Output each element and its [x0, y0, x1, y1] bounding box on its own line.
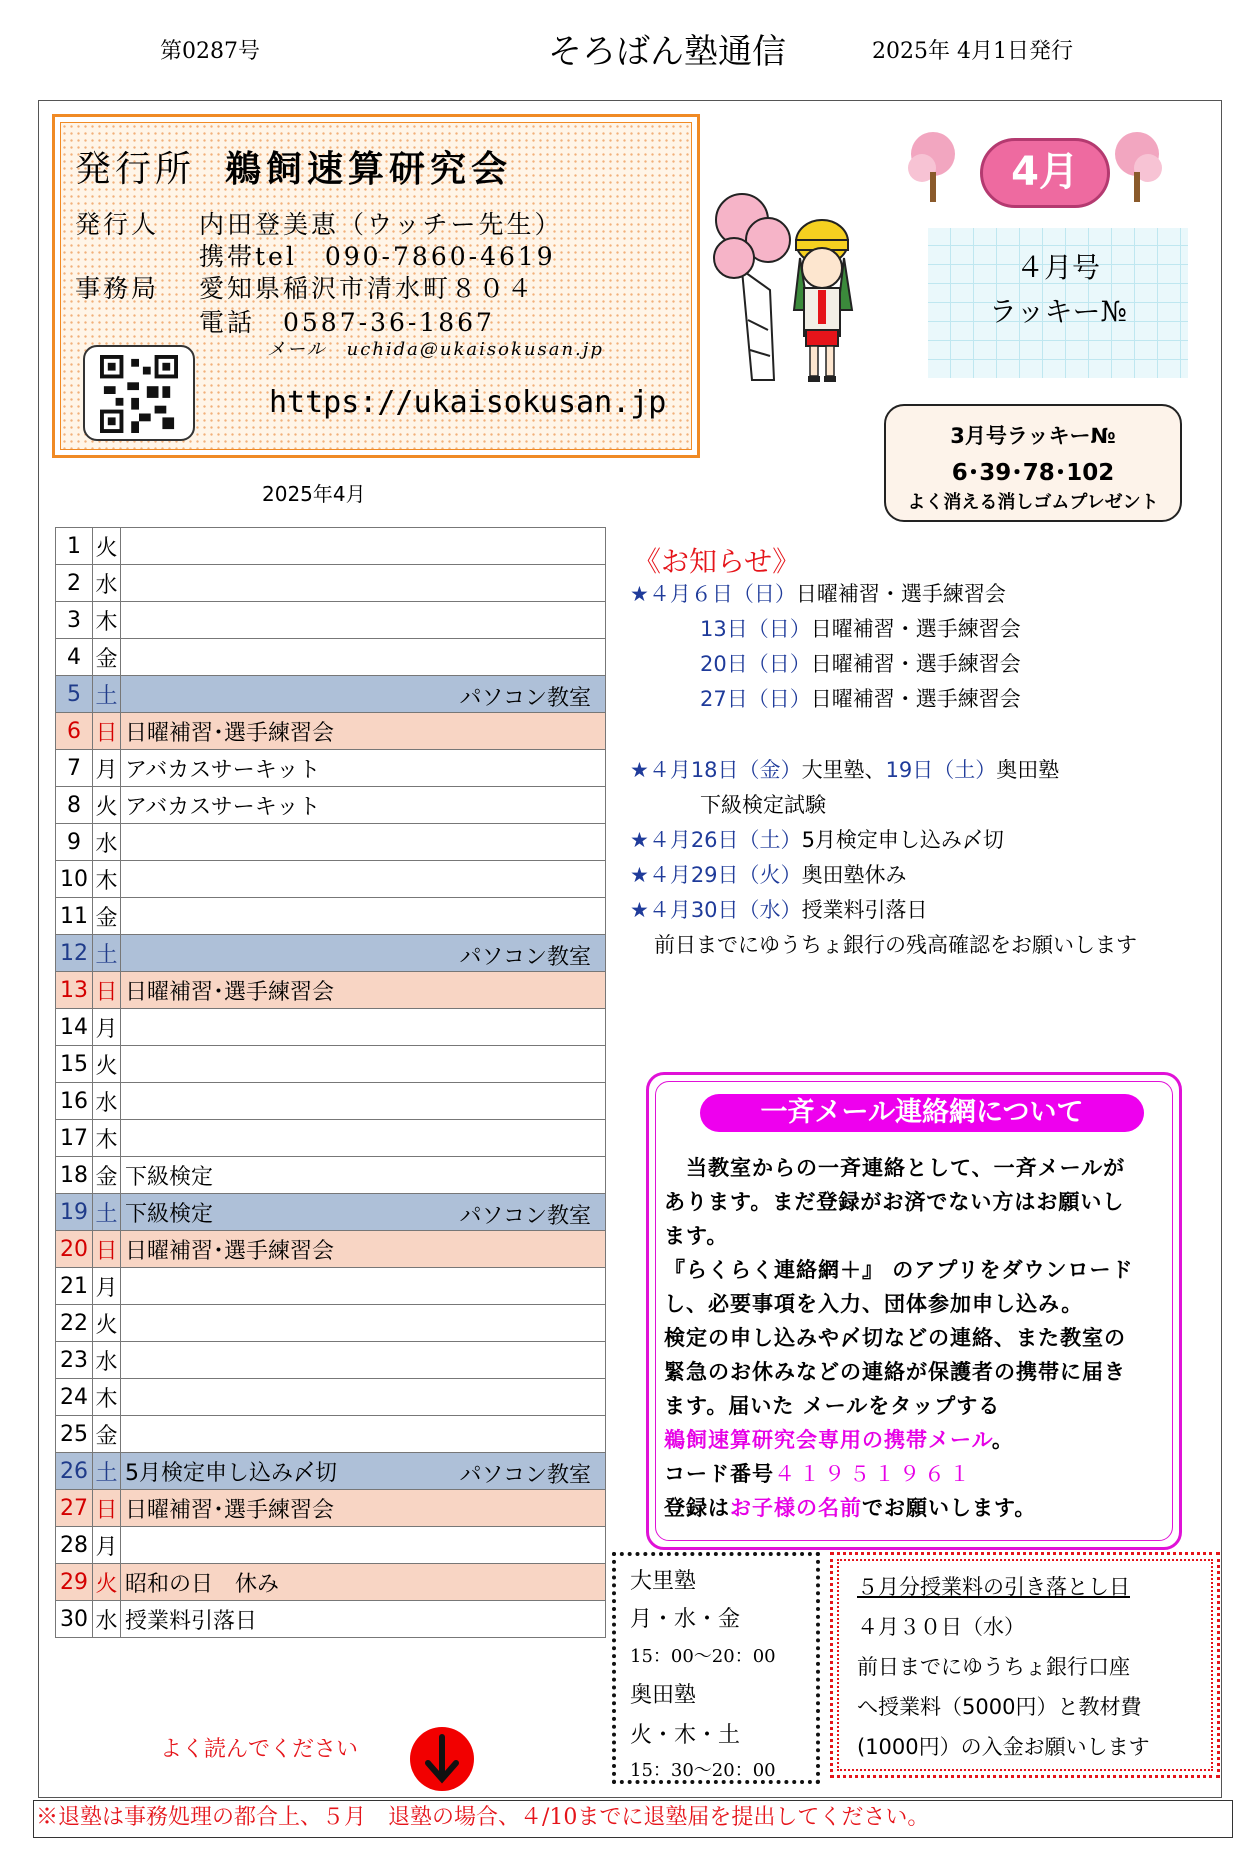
calendar-day: 4	[56, 639, 93, 676]
newsletter-title: そろばん塾通信	[548, 32, 786, 72]
calendar-event-text: 日曜補習･選手練習会	[125, 1497, 335, 1523]
calendar-event	[121, 972, 606, 1009]
calendar-day: 16	[56, 1083, 93, 1120]
calendar-row	[56, 1342, 606, 1379]
calendar-day: 9	[56, 824, 93, 861]
calendar-event	[121, 1490, 606, 1527]
calendar-event	[121, 1194, 606, 1231]
calendar-row	[56, 750, 606, 787]
calendar-event	[121, 528, 606, 565]
calendar-event	[121, 787, 606, 824]
calendar-row	[56, 972, 606, 1009]
calendar-day: 1	[56, 528, 93, 565]
fee-title: ５月分授業料の引き落とし日	[857, 1575, 1130, 1599]
notices-title: 《お知らせ》	[633, 545, 801, 578]
calendar-row	[56, 1564, 606, 1601]
calendar-row	[56, 1490, 606, 1527]
calendar-weekday: 日	[93, 1231, 121, 1268]
calendar-row	[56, 1120, 606, 1157]
calendar-event-text: 日曜補習･選手練習会	[125, 720, 335, 746]
qr-code-icon	[99, 355, 179, 433]
mail-paragraph-line: ます。	[664, 1224, 729, 1248]
school-1-name: 大里塾	[630, 1569, 697, 1594]
mail-paragraph-line: 検定の申し込みや〆切などの連絡、また教室の	[664, 1326, 1126, 1350]
website-url[interactable]: https://ukaisokusan.jp	[269, 385, 667, 420]
calendar-row	[56, 565, 606, 602]
calendar-event	[121, 1120, 606, 1157]
mail-network-heading: 一斉メール連絡網について	[700, 1094, 1144, 1132]
calendar-day: 2	[56, 565, 93, 602]
calendar-event-text: 下級検定	[125, 1164, 214, 1190]
notice-line-1: ★４月６日（日）日曜補習・選手練習会	[630, 582, 1006, 606]
calendar-weekday: 水	[93, 1342, 121, 1379]
calendar-day: 23	[56, 1342, 93, 1379]
publisher-heading: 発行所 鵜飼速算研究会	[75, 149, 513, 190]
calendar-weekday: 水	[93, 1083, 121, 1120]
calendar-weekday: 月	[93, 750, 121, 787]
calendar-day: 21	[56, 1268, 93, 1305]
calendar-event	[121, 676, 606, 713]
calendar-day: 20	[56, 1231, 93, 1268]
notice-line-10: 前日までにゆうちょ銀行の残高確認をお願いします	[654, 933, 1137, 957]
calendar-weekday: 日	[93, 1490, 121, 1527]
calendar-weekday: 土	[93, 935, 121, 972]
calendar-event	[121, 1453, 606, 1490]
calendar-event	[121, 1342, 606, 1379]
calendar-event	[121, 1157, 606, 1194]
calendar-day: 24	[56, 1379, 93, 1416]
notice-line-4: 27日（日）日曜補習・選手練習会	[700, 687, 1021, 711]
office-label: 事務局	[75, 274, 160, 303]
calendar-row	[56, 898, 606, 935]
calendar-day: 5	[56, 676, 93, 713]
mail-paragraph-line: し、必要事項を入力、団体参加申し込み。	[664, 1292, 1084, 1316]
mail-paragraph-line: 登録はお子様の名前でお願いします。	[664, 1496, 1037, 1520]
calendar-event	[121, 750, 606, 787]
calendar-row	[56, 1194, 606, 1231]
mail-paragraph-line: あります。まだ登録がお済でない方はお願いし	[664, 1190, 1125, 1214]
calendar-row	[56, 1453, 606, 1490]
previous-lucky-numbers: 6･39･78･102	[951, 460, 1115, 486]
issuer-label: 発行人	[75, 210, 160, 239]
calendar-row	[56, 861, 606, 898]
mail-paragraph-line: 鵜飼速算研究会専用の携帯メール。	[664, 1428, 1014, 1452]
lucky-label: ラッキー№	[989, 295, 1127, 328]
calendar-weekday: 水	[93, 565, 121, 602]
calendar-day: 25	[56, 1416, 93, 1453]
calendar-row	[56, 1527, 606, 1564]
calendar-weekday: 金	[93, 1157, 121, 1194]
notice-line-5: ★４月18日（金）大里塾、19日（土）奥田塾	[630, 758, 1060, 782]
calendar-row	[56, 1268, 606, 1305]
calendar-event	[121, 1046, 606, 1083]
calendar-event	[121, 565, 606, 602]
notice-line-9: ★４月30日（水）授業料引落日	[630, 898, 928, 922]
calendar-event	[121, 935, 606, 972]
calendar-event	[121, 1083, 606, 1120]
calendar-day: 28	[56, 1527, 93, 1564]
mail-paragraph-line: 『らくらく連絡網＋』 のアプリをダウンロード	[664, 1258, 1134, 1282]
calendar-event	[121, 713, 606, 750]
calendar-weekday: 木	[93, 861, 121, 898]
publisher-box	[52, 114, 700, 458]
cherry-blossom-icon	[908, 128, 958, 208]
notice-line-3: 20日（日）日曜補習・選手練習会	[700, 652, 1021, 676]
mail-network-box	[646, 1072, 1182, 1550]
calendar-day: 27	[56, 1490, 93, 1527]
calendar-event	[121, 824, 606, 861]
calendar-weekday: 火	[93, 528, 121, 565]
mail-paragraph-line: 緊急のお休みなどの連絡が保護者の携帯に届き	[664, 1360, 1126, 1384]
calendar-weekday: 水	[93, 1601, 121, 1638]
calendar-row	[56, 1083, 606, 1120]
school-1-days: 月・水・金	[630, 1607, 741, 1632]
down-arrow-icon	[410, 1727, 474, 1791]
fee-date: ４月３０日（水）	[857, 1615, 1025, 1639]
calendar-event-text: アバカスサーキット	[125, 757, 321, 783]
previous-lucky-title: 3月号ラッキー№	[950, 424, 1116, 448]
calendar-weekday: 木	[93, 1120, 121, 1157]
calendar-weekday: 金	[93, 1416, 121, 1453]
calendar-event-text: 授業料引落日	[125, 1608, 258, 1634]
notice-line-2: 13日（日）日曜補習・選手練習会	[700, 617, 1021, 641]
calendar-event	[121, 639, 606, 676]
calendar-row	[56, 1157, 606, 1194]
mobile-number: 携帯tel 090-7860-4619	[199, 242, 556, 271]
calendar-event-right: パソコン教室	[459, 1204, 591, 1229]
issuer-name: 内田登美恵（ウッチー先生）	[199, 210, 563, 239]
calendar-row	[56, 1046, 606, 1083]
calendar-weekday: 水	[93, 824, 121, 861]
calendar-weekday: 火	[93, 1046, 121, 1083]
previous-lucky-prize: よく消える消しゴムプレゼント	[907, 492, 1159, 513]
fee-withdrawal-box	[830, 1552, 1220, 1778]
calendar-day: 3	[56, 602, 93, 639]
month-badge: 4月	[980, 138, 1110, 208]
calendar-event	[121, 1009, 606, 1046]
calendar-event	[121, 1268, 606, 1305]
calendar-row	[56, 713, 606, 750]
calendar-event	[121, 602, 606, 639]
calendar-weekday: 月	[93, 1009, 121, 1046]
calendar-caption: 2025年4月	[262, 482, 366, 506]
calendar-table	[55, 527, 606, 1638]
school-1-time: 15：00～20：00	[630, 1646, 776, 1667]
mail-paragraph-line: ます。届いた メールをタップする	[664, 1394, 1001, 1418]
calendar-event-text: アバカスサーキット	[125, 794, 321, 820]
school-hours-box	[612, 1552, 820, 1784]
calendar-event	[121, 1527, 606, 1564]
calendar-day: 12	[56, 935, 93, 972]
calendar-day: 18	[56, 1157, 93, 1194]
calendar-event-text: 日曜補習･選手練習会	[125, 1238, 335, 1264]
fee-line: (1000円）の入金お願いします	[857, 1735, 1150, 1759]
calendar-event	[121, 861, 606, 898]
calendar-event	[121, 1305, 606, 1342]
calendar-row	[56, 602, 606, 639]
calendar-row	[56, 787, 606, 824]
calendar-row	[56, 639, 606, 676]
calendar-event-right: パソコン教室	[459, 1463, 591, 1488]
calendar-event-text: 日曜補習･選手練習会	[125, 979, 335, 1005]
calendar-weekday: 土	[93, 1453, 121, 1490]
calendar-event	[121, 1379, 606, 1416]
calendar-weekday: 木	[93, 1379, 121, 1416]
calendar-weekday: 土	[93, 676, 121, 713]
calendar-day: 10	[56, 861, 93, 898]
calendar-weekday: 日	[93, 972, 121, 1009]
calendar-event-right: パソコン教室	[459, 945, 591, 970]
calendar-weekday: 火	[93, 1305, 121, 1342]
calendar-weekday: 金	[93, 639, 121, 676]
calendar-weekday: 火	[93, 787, 121, 824]
previous-lucky-box	[884, 404, 1182, 522]
calendar-row	[56, 1601, 606, 1638]
mail-paragraph-line: 当教室からの一斉連絡として、一斉メールが	[664, 1156, 1126, 1180]
calendar-day: 11	[56, 898, 93, 935]
fee-line: へ授業料（5000円）と教材費	[857, 1695, 1142, 1719]
calendar-day: 19	[56, 1194, 93, 1231]
calendar-day: 13	[56, 972, 93, 1009]
calendar-weekday: 木	[93, 602, 121, 639]
calendar-row	[56, 824, 606, 861]
calendar-day: 6	[56, 713, 93, 750]
qr-code[interactable]	[83, 345, 195, 441]
calendar-weekday: 土	[93, 1194, 121, 1231]
issue-number: 第0287号	[160, 39, 260, 64]
calendar-row	[56, 1416, 606, 1453]
mail-address: メール uchida@ukaisokusan.jp	[267, 339, 604, 360]
read-me-note: よく読んでください	[160, 1737, 359, 1762]
calendar-weekday: 日	[93, 713, 121, 750]
calendar-event	[121, 1601, 606, 1638]
school-2-days: 火・木・土	[630, 1723, 741, 1748]
calendar-event	[121, 898, 606, 935]
calendar-event-right: パソコン教室	[459, 686, 591, 711]
calendar-event-text: 5月検定申し込み〆切	[125, 1460, 337, 1486]
notice-line-7: ★４月26日（土）5月検定申し込み〆切	[630, 828, 1004, 852]
calendar-day: 17	[56, 1120, 93, 1157]
calendar-event-text: 昭和の日 休み	[125, 1571, 280, 1597]
calendar-weekday: 月	[93, 1527, 121, 1564]
calendar-event	[121, 1231, 606, 1268]
calendar-day: 14	[56, 1009, 93, 1046]
girl-with-cherry-tree-illustration	[712, 180, 872, 390]
calendar-weekday: 月	[93, 1268, 121, 1305]
calendar-day: 15	[56, 1046, 93, 1083]
calendar-row	[56, 676, 606, 713]
office-phone: 電話 0587-36-1867	[199, 308, 495, 337]
fee-line: 前日までにゆうちょ銀行口座	[857, 1655, 1130, 1679]
issue-date: 2025年 4月1日発行	[872, 39, 1073, 64]
calendar-row	[56, 1305, 606, 1342]
calendar-weekday: 金	[93, 898, 121, 935]
office-address: 愛知県稲沢市清水町８０４	[199, 274, 536, 303]
notice-line-8: ★４月29日（火）奥田塾休み	[630, 863, 907, 887]
lucky-number-box	[928, 228, 1188, 378]
calendar-day: 29	[56, 1564, 93, 1601]
school-2-name: 奥田塾	[630, 1683, 697, 1708]
calendar-row	[56, 1009, 606, 1046]
calendar-day: 26	[56, 1453, 93, 1490]
calendar-row	[56, 935, 606, 972]
calendar-row	[56, 528, 606, 565]
calendar-day: 8	[56, 787, 93, 824]
lucky-issue: ４月号	[1015, 251, 1100, 284]
calendar-event-text: 下級検定	[125, 1201, 214, 1227]
calendar-row	[56, 1379, 606, 1416]
calendar-day: 22	[56, 1305, 93, 1342]
calendar-weekday: 火	[93, 1564, 121, 1601]
calendar-row	[56, 1231, 606, 1268]
calendar-day: 7	[56, 750, 93, 787]
calendar-event	[121, 1564, 606, 1601]
notice-line-6: 下級検定試験	[700, 793, 826, 817]
school-2-time: 15：30～20：00	[630, 1760, 776, 1781]
withdrawal-notice-footer: ※退塾は事務処理の都合上、５月 退塾の場合、４/10までに退塾届を提出してください。	[33, 1800, 1233, 1838]
mail-code-line: コード番号４１９５１９６１	[664, 1462, 974, 1486]
cherry-blossom-icon	[1112, 128, 1162, 208]
calendar-event	[121, 1416, 606, 1453]
calendar-day: 30	[56, 1601, 93, 1638]
